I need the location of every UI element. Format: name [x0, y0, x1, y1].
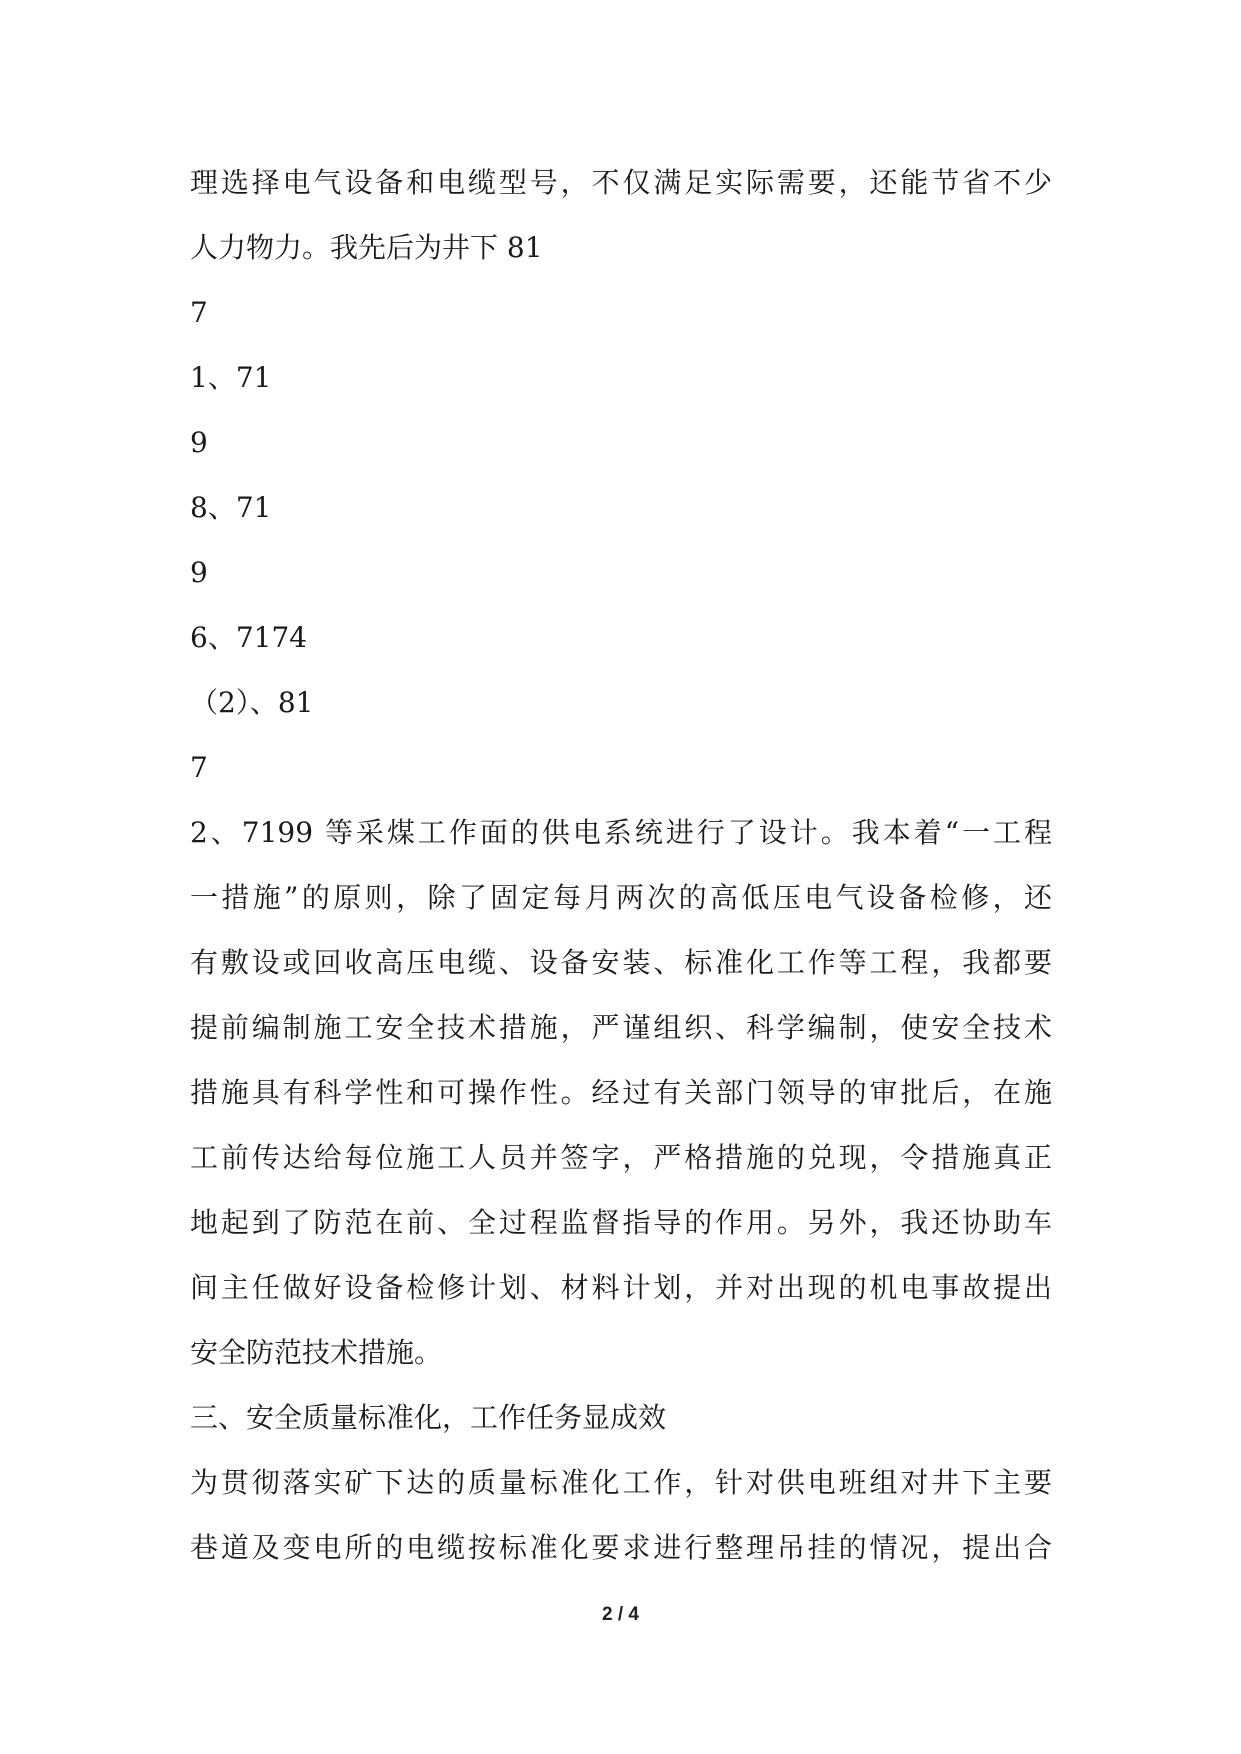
text-line: 7: [190, 296, 208, 329]
text-line: 有敷设或回收高压电缆、设备安装、标准化工作等工程，我都要: [190, 946, 1052, 979]
text-line: 巷道及变电所的电缆按标准化要求进行整理吊挂的情况，提出合: [190, 1531, 1052, 1564]
text-line: 地起到了防范在前、全过程监督指导的作用。另外，我还协助车: [190, 1206, 1052, 1239]
text-line: 1、71: [190, 361, 272, 394]
text-line: 间主任做好设备检修计划、材料计划，并对出现的机电事故提出: [190, 1271, 1052, 1304]
text-line: 一措施”的原则，除了固定每月两次的高低压电气设备检修，还: [190, 881, 1052, 914]
text-line: 7: [190, 751, 208, 784]
text-line: 8、71: [190, 491, 272, 524]
text-line: 6、7174: [190, 621, 308, 654]
text-line: 安全防范技术措施。: [190, 1336, 443, 1369]
text-line: 9: [190, 556, 208, 589]
text-line: 理选择电气设备和电缆型号，不仅满足实际需要，还能节省不少: [190, 166, 1052, 199]
page-number: 2 / 4: [602, 1604, 639, 1625]
text-line: 工前传达给每位施工人员并签字，严格措施的兑现，令措施真正: [190, 1141, 1052, 1174]
text-line: 提前编制施工安全技术措施，严谨组织、科学编制，使安全技术: [190, 1011, 1052, 1044]
section-heading: 三、安全质量标准化，工作任务显成效: [190, 1401, 667, 1434]
text-line: （2）、81: [190, 686, 314, 719]
text-line: 人力物力。我先后为井下 81: [190, 231, 543, 264]
text-line: 为贯彻落实矿下达的质量标准化工作，针对供电班组对井下主要: [190, 1466, 1052, 1499]
text-line: 9: [190, 426, 208, 459]
body-text: [190, 150, 1052, 1580]
text-line: 措施具有科学性和可操作性。经过有关部门领导的审批后，在施: [190, 1076, 1052, 1109]
text-line: 2、7199 等采煤工作面的供电系统进行了设计。我本着“一工程: [190, 816, 1052, 849]
